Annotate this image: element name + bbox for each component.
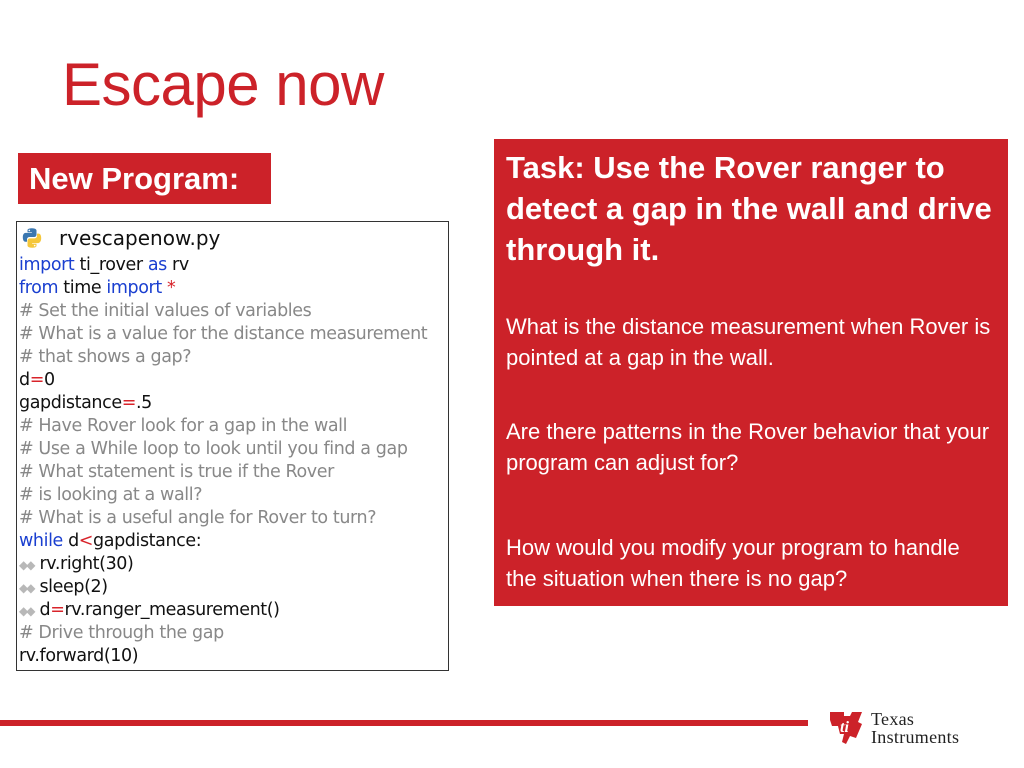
ti-logo-icon	[826, 706, 866, 748]
code-token: sleep(2)	[39, 577, 108, 597]
logo-line-1: Texas	[871, 709, 915, 729]
task-heading: Task: Use the Rover ranger to detect a gap in the wall and drive through it.	[506, 150, 992, 267]
code-token: <	[78, 531, 94, 551]
code-line	[17, 392, 448, 415]
code-line	[17, 323, 448, 346]
texas-instruments-logo	[826, 704, 1006, 750]
indent-marker: ◆◆	[19, 604, 34, 618]
code-token: # Set the initial values of variables	[19, 301, 312, 321]
code-line	[17, 645, 448, 668]
code-token: ti_rover	[74, 255, 148, 275]
code-token: # What is a value for the distance measurement	[19, 324, 428, 344]
code-token: from	[19, 278, 59, 298]
code-token: =	[121, 393, 136, 413]
code-token: d	[39, 600, 51, 620]
task-box	[494, 139, 1008, 606]
code-token: # What is a useful angle for Rover to turn?	[19, 508, 377, 528]
code-token: # Use a While loop to look until you find a gap	[19, 439, 408, 459]
code-line	[17, 622, 448, 645]
new-program-label: New Program:	[18, 153, 271, 204]
code-line	[17, 553, 448, 576]
python-icon	[21, 227, 43, 249]
code-token: rv.right(30)	[39, 554, 134, 574]
code-line	[17, 254, 448, 277]
code-token: .5	[135, 393, 152, 413]
code-line	[17, 438, 448, 461]
svg-text:ti: ti	[840, 719, 849, 736]
code-token: # Have Rover look for a gap in the wall	[19, 416, 348, 436]
code-token: =	[50, 600, 65, 620]
code-line	[17, 507, 448, 530]
code-token: gapdistance	[19, 393, 122, 413]
code-line	[17, 576, 448, 599]
code-token: # Drive through the gap	[19, 623, 224, 643]
code-token: import	[106, 278, 162, 298]
code-token: # that shows a gap?	[19, 347, 192, 367]
code-token: d	[19, 370, 30, 390]
code-window	[16, 221, 449, 671]
task-question-1: What is the distance measurement when Rover is pointed at a gap in the wall.	[506, 314, 991, 370]
task-question-2: Are there patterns in the Rover behavior that your program can adjust for?	[506, 419, 990, 475]
slide-title: Escape now	[62, 51, 384, 118]
indent-marker: ◆◆	[19, 558, 34, 572]
code-line	[17, 461, 448, 484]
code-token: import	[19, 255, 75, 275]
code-token: while	[19, 531, 63, 551]
code-token: gapdistance:	[93, 531, 202, 551]
task-question-3: How would you modify your program to handle the situation when there is no gap?	[506, 535, 960, 591]
code-line	[17, 484, 448, 507]
code-token: d	[62, 531, 79, 551]
code-line	[17, 415, 448, 438]
indent-marker: ◆◆	[19, 581, 34, 595]
code-token: rv.ranger_measurement()	[64, 600, 280, 620]
code-line	[17, 277, 448, 300]
code-token: # What statement is true if the Rover	[19, 462, 334, 482]
code-file-header	[17, 222, 448, 254]
code-line	[17, 346, 448, 369]
code-token: as	[147, 255, 167, 275]
code-line	[17, 369, 448, 392]
code-token: time	[58, 278, 107, 298]
code-token: rv	[166, 255, 189, 275]
code-line	[17, 300, 448, 323]
code-filename: rvescapenow.py	[59, 226, 221, 250]
code-line	[17, 530, 448, 553]
code-token: # is looking at a wall?	[19, 485, 203, 505]
code-token: *	[161, 278, 176, 298]
code-token: rv.forward(10)	[19, 646, 139, 666]
code-token: 0	[43, 370, 55, 390]
logo-line-2: Instruments	[871, 727, 960, 747]
code-line	[17, 599, 448, 622]
code-token: =	[29, 370, 44, 390]
code-body	[17, 254, 448, 668]
footer-rule	[0, 720, 808, 726]
